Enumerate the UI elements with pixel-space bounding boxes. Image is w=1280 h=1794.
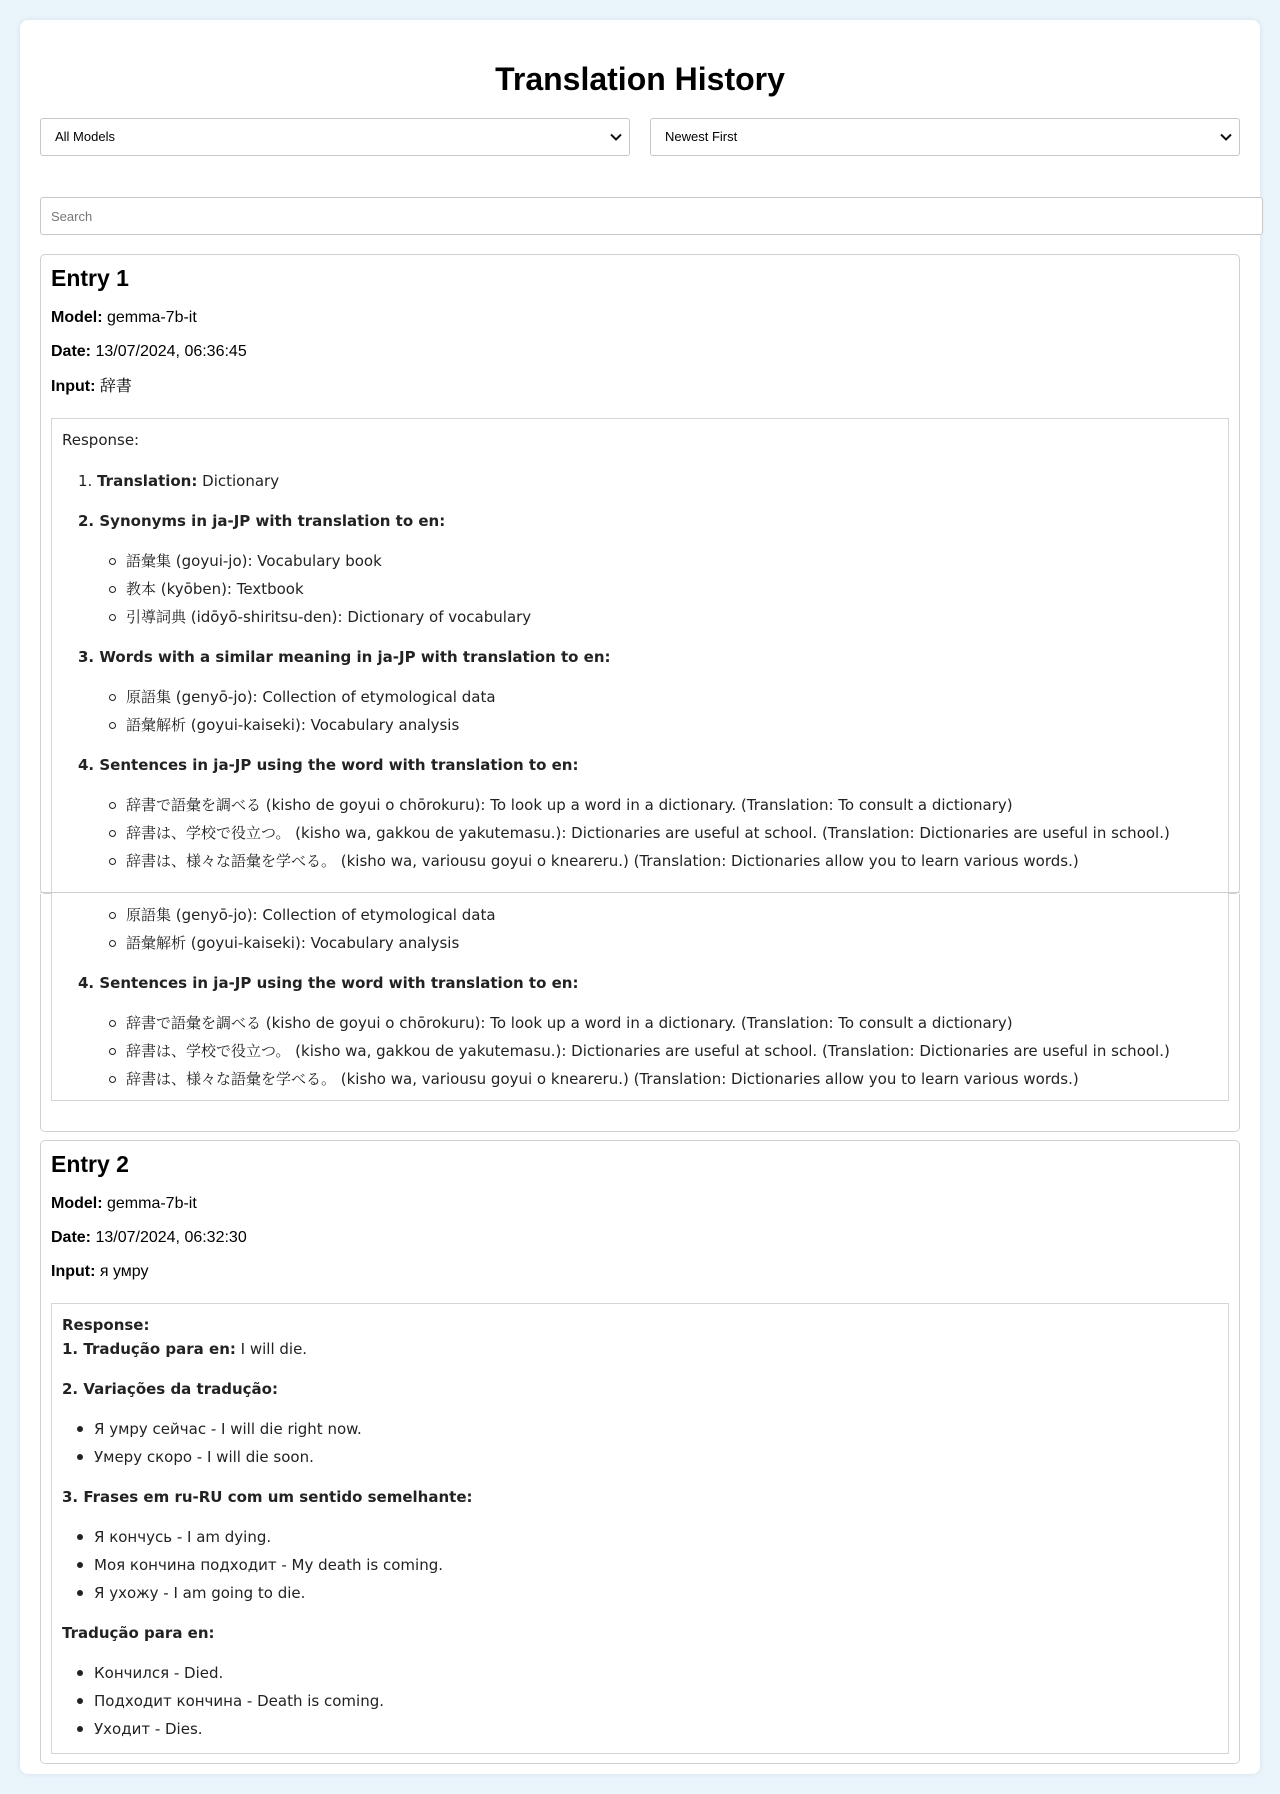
sort-order-value: Newest First: [665, 129, 738, 144]
list-item: Моя кончина подходит - My death is coming.: [94, 1556, 443, 1574]
entry-date: Date: 13/07/2024, 06:32:30: [51, 1229, 247, 1246]
list-item: Уходит - Dies.: [94, 1720, 203, 1738]
response-item-4-heading: Tradução para en:: [62, 1624, 215, 1642]
entry-card-2: [40, 1140, 1240, 1764]
divider: [40, 892, 1240, 893]
chevron-down-icon: [609, 119, 623, 155]
entry-title: Entry 1: [51, 265, 129, 291]
response-item-4-heading: 4. Sentences in ja-JP using the word with translation to en:: [78, 756, 579, 774]
entry-input: Input: 辞書: [51, 378, 132, 395]
response-item-3-heading: 3. Frases em ru-RU com um sentido semelhante:: [62, 1488, 473, 1506]
response-box: [51, 1303, 1229, 1754]
entry-model: Model: gemma-7b-it: [51, 1195, 197, 1212]
list-item: Подходит кончина - Death is coming.: [94, 1692, 384, 1710]
response-item-3-heading: 3. Words with a similar meaning in ja-JP with translation to en:: [78, 648, 611, 666]
list-item: Умеру скоро - I will die soon.: [94, 1448, 314, 1466]
sort-order-select[interactable]: [650, 118, 1240, 156]
response-item-2-heading: 2. Variações da tradução:: [62, 1380, 278, 1398]
entry-date: Date: 13/07/2024, 06:36:45: [51, 343, 247, 360]
model-filter-select[interactable]: [40, 118, 630, 156]
list-item: Кончился - Died.: [94, 1664, 224, 1682]
list-item: 辞書は、学校で役立つ。 (kisho wa, gakkou de yakutemasu.): Dictionaries are useful at school. (Translation: Dictionaries are useful in school.): [126, 1042, 1170, 1060]
entry-card-1: [40, 254, 1240, 1088]
list-item: 語彙解析 (goyui-kaiseki): Vocabulary analysis: [126, 716, 460, 734]
entry-model: Model: gemma-7b-it: [51, 309, 197, 326]
response-box: [51, 418, 1229, 1101]
list-item: 辞書は、様々な語彙を学べる。 (kisho wa, variousu goyui o kneareru.) (Translation: Dictionaries allow you to learn various words.): [126, 852, 1079, 870]
response-item-1: 1. Tradução para en: I will die.: [62, 1340, 308, 1358]
response-label: Response:: [62, 431, 140, 449]
list-item: Я умру сейчас - I will die right now.: [94, 1420, 362, 1438]
entry-title: Entry 2: [51, 1151, 129, 1177]
history-panel: [20, 20, 1260, 1774]
response-label: Response:: [62, 1316, 150, 1334]
list-item: 引導詞典 (idōyō-shiritsu-den): Dictionary of vocabulary: [126, 608, 532, 626]
chevron-down-icon: [1219, 119, 1233, 155]
response-item-2-heading: 2. Synonyms in ja-JP with translation to en:: [78, 512, 446, 530]
response-item-1: 1. Translation: Dictionary: [78, 472, 280, 490]
list-item: 原語集 (genyō-jo): Collection of etymological data: [126, 688, 496, 706]
response-item-4-heading: 4. Sentences in ja-JP using the word with translation to en:: [78, 974, 579, 992]
list-item: 辞書は、学校で役立つ。 (kisho wa, gakkou de yakutemasu.): Dictionaries are useful at school. (Translation: Dictionaries are useful in school.): [126, 824, 1170, 842]
list-item: 辞書は、様々な語彙を学べる。 (kisho wa, variousu goyui o kneareru.) (Translation: Dictionaries allow you to learn various words.): [126, 1070, 1079, 1088]
list-item: 原語集 (genyō-jo): Collection of etymological data: [126, 906, 496, 924]
list-item: 辞書で語彙を調べる (kisho de goyui o chōrokuru): To look up a word in a dictionary. (Translation: To consult a dictionary): [126, 796, 1013, 814]
list-item: 語彙集 (goyui-jo): Vocabulary book: [126, 552, 382, 570]
list-item: Я кончусь - I am dying.: [94, 1528, 272, 1546]
list-item: 教本 (kyōben): Textbook: [126, 580, 304, 598]
search-input[interactable]: [40, 197, 1263, 235]
list-item: 語彙解析 (goyui-kaiseki): Vocabulary analysis: [126, 934, 460, 952]
page-title: Translation History: [495, 61, 785, 97]
list-item: Я ухожу - I am going to die.: [94, 1584, 306, 1602]
model-filter-value: All Models: [55, 129, 115, 144]
list-item: 辞書で語彙を調べる (kisho de goyui o chōrokuru): To look up a word in a dictionary. (Translation: To consult a dictionary): [126, 1014, 1013, 1032]
entry-input: Input: я умру: [51, 1263, 149, 1280]
